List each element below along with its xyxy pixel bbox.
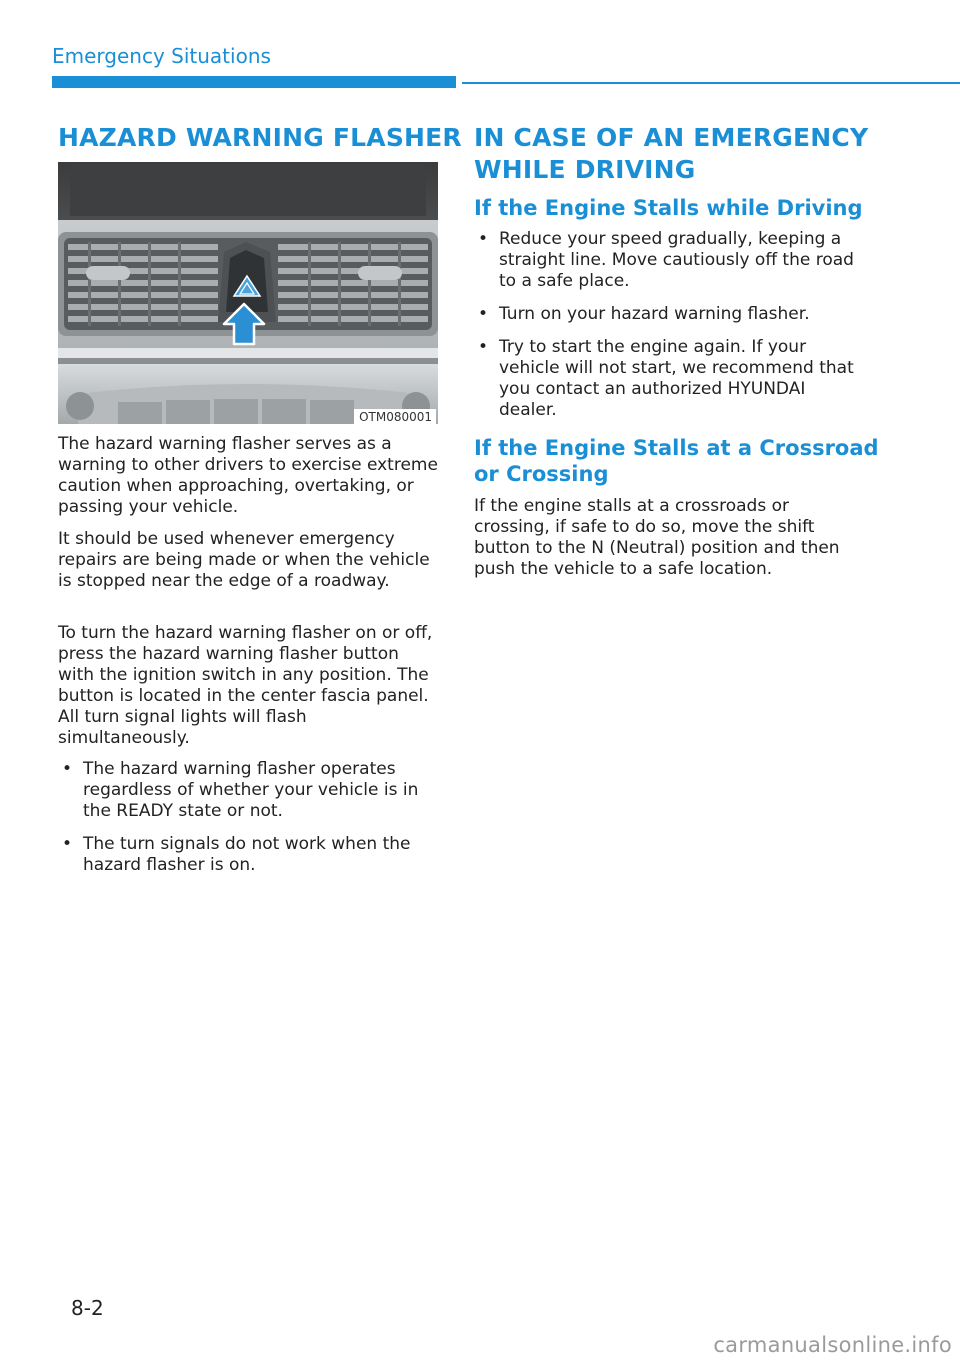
watermark: carmanualsonline.info — [713, 1333, 952, 1357]
stall-crossroad-heading-line1: If the Engine Stalls at a Crossroad — [474, 436, 879, 460]
stall-crossroad-heading-line2: or Crossing — [474, 462, 609, 486]
header-rule-thin — [462, 82, 960, 84]
bullet-icon: • — [478, 229, 489, 249]
stall-driving-bullets — [474, 229, 859, 433]
hazard-paragraph-3: To turn the hazard warning flasher on or off, press the hazard warning flasher button with the ignition switch in any position. The button is located in the center fascia panel. All turn signal lights will flash simultaneously. — [58, 623, 433, 748]
hazard-figure — [58, 162, 438, 424]
emergency-heading-line2: WHILE DRIVING — [474, 155, 696, 184]
dashboard-illustration — [58, 162, 438, 424]
list-item: • Try to start the engine again. If your vehicle will not start, we recommend that you contact an authorized HYUNDAI dealer. — [478, 337, 854, 420]
page-number: 8-2 — [71, 1296, 104, 1320]
hazard-paragraph-1: The hazard warning flasher serves as a warning to other drivers to exercise extreme caution when approaching, overtaking, or passing your vehicle. — [58, 434, 438, 517]
stall-driving-heading: If the Engine Stalls while Driving — [474, 196, 863, 220]
list-item: • Reduce your speed gradually, keeping a straight line. Move cautiously off the road to a safe place. — [478, 229, 854, 291]
stall-crossroad-paragraph: If the engine stalls at a crossroads or crossing, if safe to do so, move the shift button to the N (Neutral) position and then push the vehicle to a safe location. — [474, 496, 840, 579]
header-rule-thick — [52, 76, 456, 88]
list-item: • The hazard warning flasher operates regardless of whether your vehicle is in the READY state or not. — [62, 759, 419, 821]
hazard-heading: HAZARD WARNING FLASHER — [58, 123, 462, 152]
figure-code: OTM080001 — [354, 409, 436, 424]
bullet-icon: • — [62, 759, 73, 779]
bullet-icon: • — [478, 304, 489, 324]
bullet-icon: • — [478, 337, 489, 357]
list-item: • The turn signals do not work when the hazard flasher is on. — [62, 834, 411, 875]
bullet-icon: • — [62, 834, 73, 854]
emergency-heading-line1: IN CASE OF AN EMERGENCY — [474, 123, 869, 152]
hazard-paragraph-2: It should be used whenever emergency repairs are being made or when the vehicle is stopped near the edge of a roadway. — [58, 529, 430, 591]
list-item: • Turn on your hazard warning flasher. — [478, 304, 810, 324]
hazard-bullets — [58, 759, 438, 888]
section-title: Emergency Situations — [52, 44, 271, 68]
